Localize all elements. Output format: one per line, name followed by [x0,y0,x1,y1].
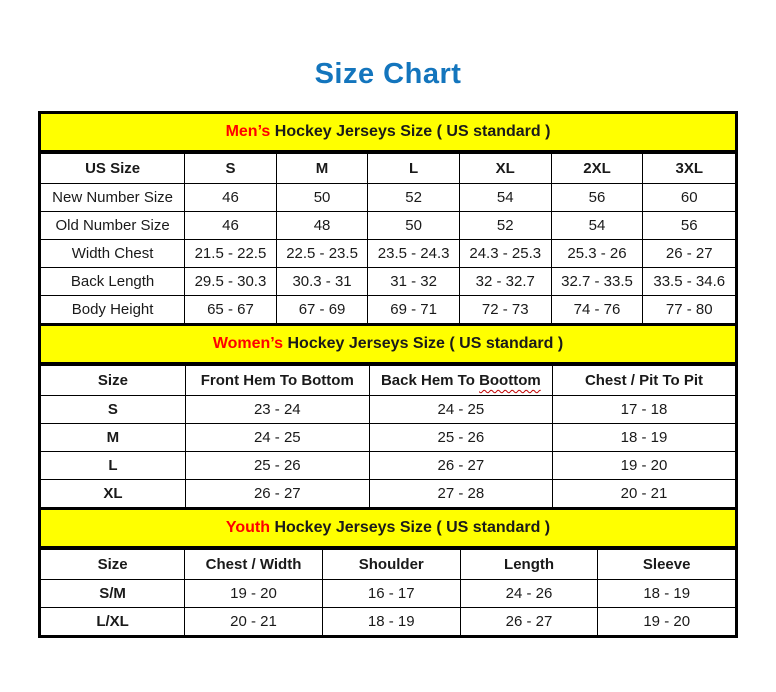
womens-cell: 18 - 19 [552,424,735,452]
mens-cell: 50 [368,212,460,240]
mens-cell: 52 [368,184,460,212]
womens-column-header: Back Hem To Boottom [369,366,552,396]
mens-cell: 22.5 - 23.5 [276,240,368,268]
womens-header-row [41,366,735,396]
womens-table-row [41,452,735,480]
mens-column-header: 2XL [551,154,643,184]
youth-column-header: Length [460,550,598,580]
mens-row-label: Old Number Size [41,212,185,240]
banner-text: Hockey Jerseys Size ( US standard ) [270,519,551,536]
womens-row-label: L [41,452,185,480]
banner-highlight: Men’s [225,123,271,140]
mens-cell: 54 [459,184,551,212]
mens-cell: 21.5 - 22.5 [185,240,277,268]
womens-row-label: XL [41,480,185,509]
youth-table [41,549,735,635]
mens-cell: 67 - 69 [276,296,368,325]
mens-cell: 29.5 - 30.3 [185,268,277,296]
banner-text: Hockey Jerseys Size ( US standard ) [283,335,564,352]
womens-banner [41,326,735,365]
mens-table-row [41,268,735,296]
youth-cell: 19 - 20 [185,580,323,608]
mens-cell: 56 [551,184,643,212]
mens-cell: 32.7 - 33.5 [551,268,643,296]
womens-cell: 20 - 21 [552,480,735,509]
youth-table-row [41,608,735,636]
womens-cell: 25 - 26 [185,452,369,480]
womens-table [41,365,735,510]
mens-cell: 74 - 76 [551,296,643,325]
misspelled-word: Boottom [479,372,541,389]
mens-cell: 52 [459,212,551,240]
youth-row-label: L/XL [41,608,185,636]
banner-highlight: Youth [225,519,270,536]
youth-cell: 16 - 17 [322,580,460,608]
youth-column-header: Shoulder [322,550,460,580]
mens-column-header: 3XL [643,154,735,184]
mens-cell: 69 - 71 [368,296,460,325]
mens-cell: 24.3 - 25.3 [459,240,551,268]
mens-table [41,153,735,326]
womens-cell: 17 - 18 [552,396,735,424]
womens-cell: 26 - 27 [185,480,369,509]
mens-section [41,114,735,326]
womens-cell: 26 - 27 [369,452,552,480]
mens-cell: 46 [185,184,277,212]
youth-cell: 26 - 27 [460,608,598,636]
mens-cell: 54 [551,212,643,240]
mens-table-row [41,296,735,325]
mens-cell: 46 [185,212,277,240]
mens-row-label: Body Height [41,296,185,325]
youth-section [41,510,735,635]
youth-column-header: Size [41,550,185,580]
youth-row-label: S/M [41,580,185,608]
mens-cell: 30.3 - 31 [276,268,368,296]
womens-cell: 24 - 25 [369,396,552,424]
youth-header-row [41,550,735,580]
youth-cell: 19 - 20 [598,608,735,636]
banner-highlight: Women’s [212,335,284,352]
womens-row-label: S [41,396,185,424]
youth-table-row [41,580,735,608]
youth-column-header: Chest / Width [185,550,323,580]
mens-banner [41,114,735,153]
mens-cell: 33.5 - 34.6 [643,268,735,296]
mens-cell: 56 [643,212,735,240]
womens-cell: 23 - 24 [185,396,369,424]
womens-row-label: M [41,424,185,452]
mens-row-label: Width Chest [41,240,185,268]
youth-banner [41,510,735,549]
mens-cell: 25.3 - 26 [551,240,643,268]
womens-cell: 19 - 20 [552,452,735,480]
mens-cell: 77 - 80 [643,296,735,325]
womens-cell: 24 - 25 [185,424,369,452]
mens-cell: 65 - 67 [185,296,277,325]
mens-column-header: XL [459,154,551,184]
mens-cell: 31 - 32 [368,268,460,296]
womens-column-header: Size [41,366,185,396]
mens-cell: 72 - 73 [459,296,551,325]
mens-cell: 60 [643,184,735,212]
mens-column-header: L [368,154,460,184]
mens-row-label: New Number Size [41,184,185,212]
womens-table-row [41,396,735,424]
womens-section [41,326,735,510]
youth-cell: 20 - 21 [185,608,323,636]
youth-cell: 18 - 19 [322,608,460,636]
mens-header-row [41,154,735,184]
mens-column-header: M [276,154,368,184]
womens-table-row [41,480,735,509]
size-chart [38,111,738,638]
mens-row-label: Back Length [41,268,185,296]
banner-text: Hockey Jerseys Size ( US standard ) [270,123,551,140]
mens-cell: 26 - 27 [643,240,735,268]
youth-column-header: Sleeve [598,550,735,580]
youth-cell: 18 - 19 [598,580,735,608]
mens-cell: 48 [276,212,368,240]
womens-column-header: Chest / Pit To Pit [552,366,735,396]
womens-cell: 25 - 26 [369,424,552,452]
womens-column-header: Front Hem To Bottom [185,366,369,396]
womens-cell: 27 - 28 [369,480,552,509]
mens-cell: 23.5 - 24.3 [368,240,460,268]
mens-column-header: US Size [41,154,185,184]
mens-table-row [41,212,735,240]
mens-cell: 32 - 32.7 [459,268,551,296]
womens-table-row [41,424,735,452]
mens-table-row [41,184,735,212]
youth-cell: 24 - 26 [460,580,598,608]
mens-cell: 50 [276,184,368,212]
page-title: Size Chart [314,58,462,90]
mens-table-row [41,240,735,268]
mens-column-header: S [185,154,277,184]
